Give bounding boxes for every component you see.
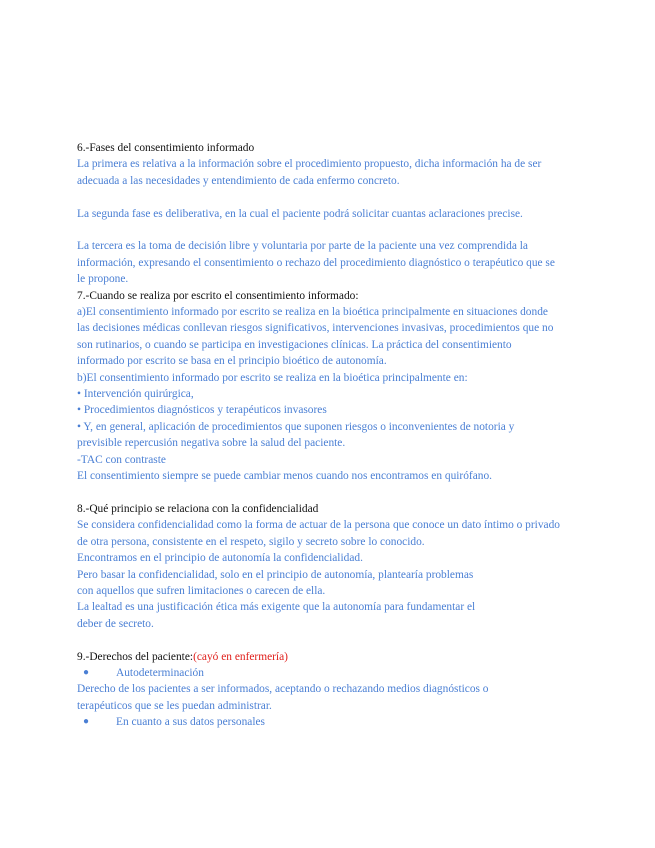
- section-7-line: El consentimiento siempre se puede cambiar menos cuando nos encontramos en quirófano.: [77, 470, 493, 483]
- section-6-line: le propone.: [77, 273, 129, 286]
- section-9-title-line: [77, 649, 582, 665]
- section-7-line: las decisiones médicas conllevan riesgos significativos, intervenciones invasivas, procedimientos que no: [77, 322, 554, 335]
- bullet-dot-icon: ●: [83, 666, 90, 678]
- section-7-line: a)El consentimiento informado por escrito se realiza en la bioética principalmente en situaciones donde: [77, 306, 548, 319]
- section-7-line: -TAC con contraste: [77, 453, 166, 466]
- section-7-line: b)El consentimiento informado por escrito se realiza en la bioética principalmente en:: [77, 371, 468, 384]
- section-9-note: (cayó en enfermería): [193, 650, 288, 663]
- section-7-line: • Procedimientos diagnósticos y terapéuticos invasores: [77, 404, 327, 417]
- section-9-title: 9.-Derechos del paciente:: [77, 650, 194, 663]
- section-6-line: La tercera es la toma de decisión libre y voluntaria por parte de la paciente una vez comprendida la: [77, 240, 528, 253]
- section-8-line: con aquellos que sufren limitaciones o carecen de ella.: [77, 584, 326, 597]
- section-8-line: deber de secreto.: [77, 617, 154, 630]
- section-8-line: Se considera confidencialidad como la forma de actuar de la persona que conoce un dato íntimo o privado: [77, 519, 560, 532]
- section-6-line: La segunda fase es deliberativa, en la cual el paciente podrá solicitar cuantas aclaraciones precise.: [77, 207, 523, 220]
- blank-line: [77, 189, 582, 205]
- section-7-line: previsible repercusión negativa sobre la salud del paciente.: [77, 437, 346, 450]
- section-8-line: La lealtad es una justificación ética más exigente que la autonomía para fundamentar el: [77, 601, 476, 614]
- section-7-title: 7.-Cuando se realiza por escrito el consentimiento informado:: [77, 289, 359, 302]
- bullet-dot-icon: ●: [83, 716, 90, 728]
- section-6-line: adecuada a las necesidades y entendimiento de cada enfermo concreto.: [77, 174, 400, 187]
- section-7-line: • Intervención quirúrgica,: [77, 388, 194, 401]
- section-7-line: informado por escrito se basa en el principio bioético de autonomía.: [77, 355, 387, 368]
- blank-line: [77, 485, 582, 501]
- section-8-line: Pero basar la confidencialidad, solo en el principio de autonomía, plantearía problemas: [77, 568, 474, 581]
- section-6-title: 6.-Fases del consentimiento informado: [77, 142, 255, 154]
- section-8-title: 8.-Qué principio se relaciona con la confidencialidad: [77, 502, 319, 515]
- section-8-line: Encontramos en el principio de autonomía la confidencialidad.: [77, 552, 363, 565]
- section-9-bullet: [77, 665, 582, 681]
- section-7-line: son rutinarios, o cuando se participa en investigaciones clínicas. La práctica del consentimiento: [77, 338, 512, 351]
- section-9-bullet: [77, 714, 582, 730]
- section-9-line: terapéuticos que se les puedan administrar.: [77, 699, 272, 712]
- blank-line: [77, 222, 582, 238]
- section-9-line: Derecho de los pacientes a ser informados, aceptando o rechazando medios diagnósticos o: [77, 683, 489, 696]
- section-6-line: información, expresando el consentimiento o rechazo del procedimiento diagnóstico o terapéutico que se: [77, 256, 555, 269]
- section-8-line: de otra persona, consistente en el respeto, sigilo y secreto sobre lo conocido.: [77, 535, 425, 548]
- bullet-text: En cuanto a sus datos personales: [116, 716, 265, 729]
- section-7-line: • Y, en general, aplicación de procedimientos que suponen riesgos o inconvenientes de notoria y: [77, 420, 515, 433]
- document-page: [77, 140, 582, 731]
- section-6-line: La primera es relativa a la información sobre el procedimiento propuesto, dicha información ha de ser: [77, 158, 542, 171]
- bullet-text: Autodeterminación: [116, 666, 204, 679]
- blank-line: [77, 632, 582, 648]
